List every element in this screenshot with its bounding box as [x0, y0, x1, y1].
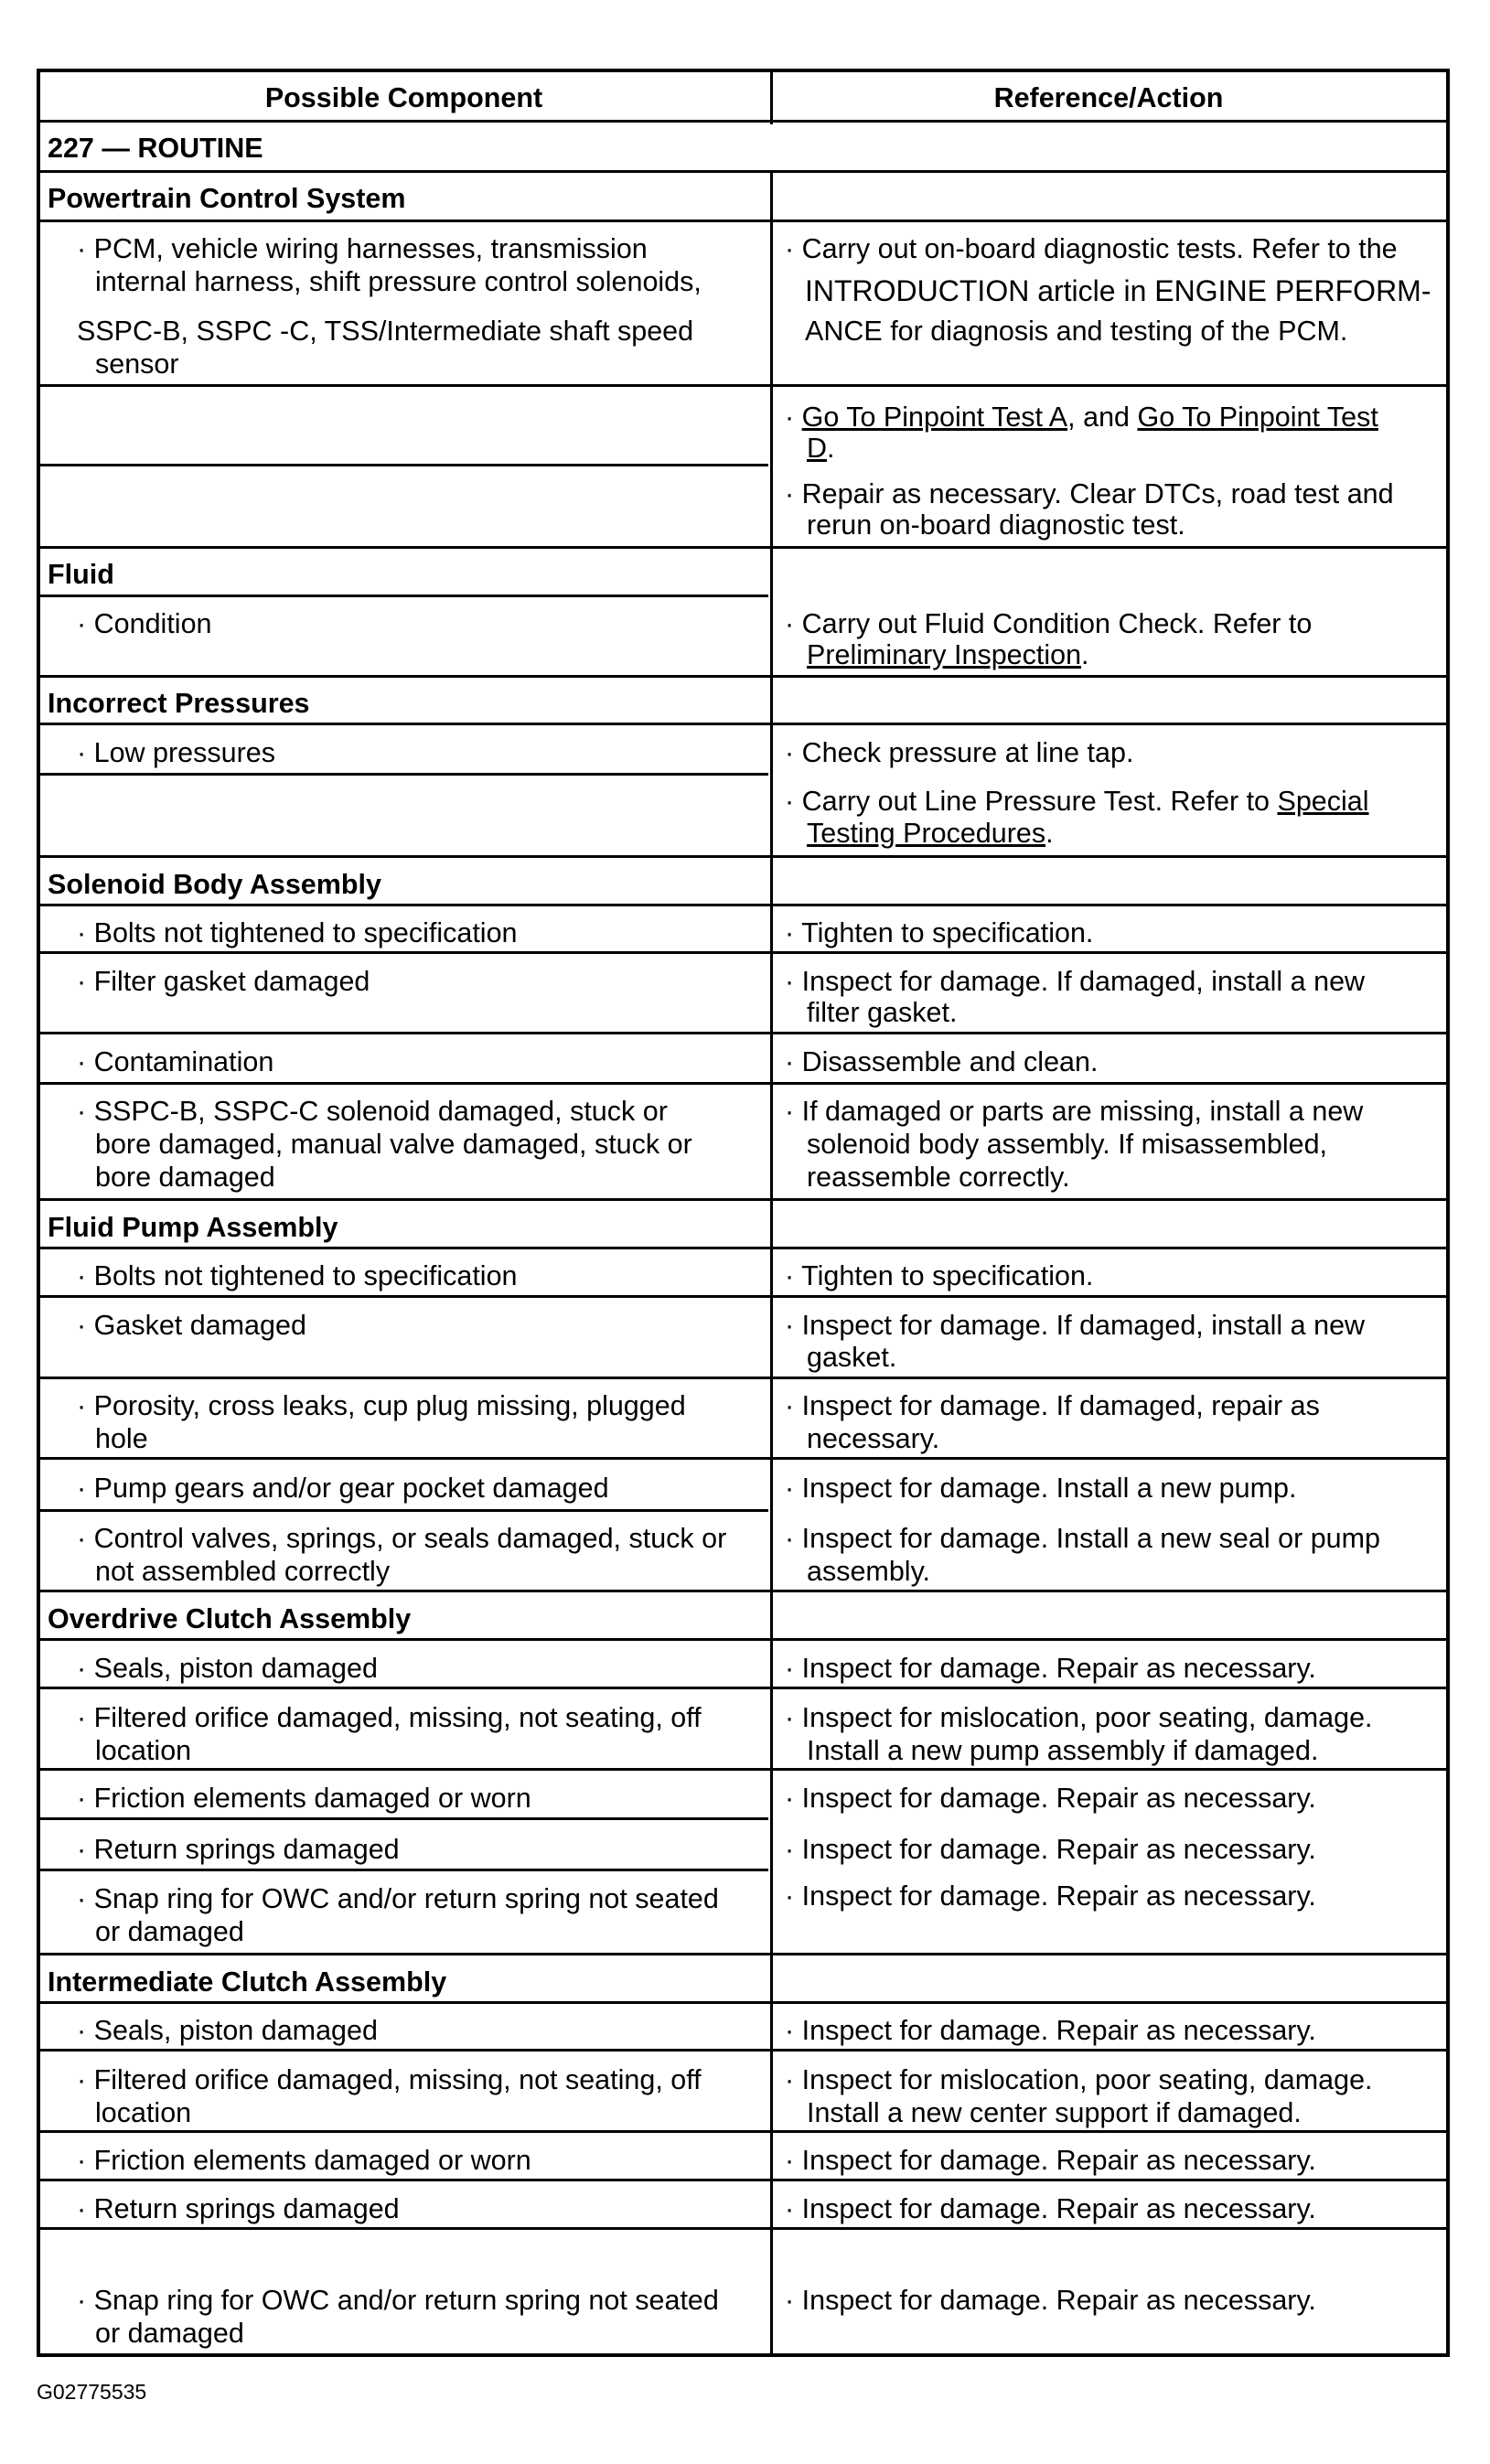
solenoid-r1-action: · Tighten to specification. — [785, 917, 1094, 948]
pump-r5-component-line2: not assembled correctly — [95, 1556, 391, 1587]
intermediate-r3-component: · Friction elements damaged or worn — [77, 2145, 531, 2176]
rule-intermediate-title — [37, 2001, 1450, 2004]
header-reference-action: Reference/Action — [993, 82, 1224, 113]
powertrain-action3-line2: rerun on-board diagnostic test. — [807, 509, 1185, 541]
powertrain-component-line2: internal harness, shift pressure control solenoids, — [95, 266, 702, 297]
rule-overdrive-1 — [37, 1687, 1450, 1689]
powertrain-action-line3: ANCE for diagnosis and testing of the PCM. — [805, 316, 1348, 347]
pump-r3-action-line1: · Inspect for damage. If damaged, repair as — [785, 1390, 1320, 1421]
powertrain-action-line2: INTRODUCTION article in ENGINE PERFORM- — [805, 274, 1431, 307]
rule-pump-3 — [37, 1457, 1450, 1460]
section-title-solenoid: Solenoid Body Assembly — [48, 869, 381, 900]
overdrive-r5-component-line2: or damaged — [95, 1916, 244, 1947]
rule-solenoid-left — [37, 1082, 768, 1085]
rule-pressures-title — [37, 723, 1450, 725]
powertrain-component-line3: SSPC-B, SSPC -C, TSS/Intermediate shaft speed — [77, 316, 694, 347]
intermediate-r1-component: · Seals, piston damaged — [77, 2015, 378, 2046]
intermediate-r2-component-line1: · Filtered orifice damaged, missing, not seating, off — [77, 2064, 702, 2095]
pump-r2-action-line2: gasket. — [807, 1342, 897, 1373]
fluid-action-line1: · Carry out Fluid Condition Check. Refer to — [785, 608, 1313, 639]
rule-pressures-end — [37, 855, 1450, 858]
rule-overdrive-left-1 — [37, 1817, 768, 1820]
overdrive-r2-action-line1: · Inspect for mislocation, poor seating, damage. — [785, 1702, 1373, 1733]
rule-intermediate-4 — [37, 2227, 1450, 2230]
pressures-action-line1: · Check pressure at line tap. — [785, 737, 1134, 768]
link-pinpoint-test-d[interactable]: Go To Pinpoint Test — [1137, 402, 1378, 433]
period: . — [827, 433, 835, 464]
line-pressure-text: · Carry out Line Pressure Test. Refer to — [785, 786, 1278, 817]
rule-powertrain-title — [37, 220, 1450, 222]
intermediate-r2-action-line1: · Inspect for mislocation, poor seating, damage. — [785, 2064, 1373, 2095]
solenoid-r3-action: · Disassemble and clean. — [785, 1046, 1099, 1077]
rule-powertrain-left — [37, 464, 768, 466]
solenoid-r4-component-line3: bore damaged — [95, 1162, 275, 1193]
overdrive-r1-action: · Inspect for damage. Repair as necessary. — [785, 1653, 1316, 1684]
rule-pump-2 — [37, 1377, 1450, 1379]
section-title-pump: Fluid Pump Assembly — [48, 1212, 338, 1243]
rule-overdrive-title — [37, 1638, 1450, 1641]
link-preliminary-inspection[interactable]: Preliminary Inspection — [807, 639, 1082, 670]
pump-r5-component-line1: · Control valves, springs, or seals damaged, stuck or — [77, 1523, 727, 1554]
period: . — [1045, 818, 1054, 849]
intermediate-r1-action: · Inspect for damage. Repair as necessary. — [785, 2015, 1316, 2046]
section-title-intermediate: Intermediate Clutch Assembly — [48, 1966, 447, 1998]
pressures-component: · Low pressures — [77, 737, 275, 768]
intermediate-r2-action-line2: Install a new center support if damaged. — [807, 2097, 1302, 2128]
rule-overdrive-2 — [37, 1768, 1450, 1771]
powertrain-component-line4: sensor — [95, 348, 179, 380]
rule-intermediate-2 — [37, 2130, 1450, 2133]
intermediate-r5-component-line1: · Snap ring for OWC and/or return spring not seated — [77, 2285, 719, 2316]
bullet: · — [785, 402, 802, 433]
intermediate-r4-component: · Return springs damaged — [77, 2193, 400, 2224]
rule-pump-left — [37, 1509, 768, 1512]
pump-r1-component: · Bolts not tightened to specification — [77, 1260, 518, 1291]
link-pinpoint-test-d-suffix[interactable]: D — [807, 433, 828, 464]
link-pinpoint-test-a[interactable]: Go To Pinpoint Test A — [801, 402, 1068, 433]
intermediate-r4-action: · Inspect for damage. Repair as necessary. — [785, 2193, 1316, 2224]
rule-routine — [37, 170, 1450, 173]
overdrive-r2-action-line2: Install a new pump assembly if damaged. — [807, 1735, 1319, 1766]
powertrain-action3-line1: · Repair as necessary. Clear DTCs, road test and — [785, 478, 1394, 509]
overdrive-r4-action: · Inspect for damage. Repair as necessary. — [785, 1834, 1316, 1865]
pump-r3-component-line1: · Porosity, cross leaks, cup plug missing, plugged — [77, 1390, 686, 1421]
solenoid-r4-action-line1: · If damaged or parts are missing, install a new — [785, 1096, 1364, 1127]
rule-overdrive-left-2 — [37, 1869, 768, 1871]
link-special-testing-procedures-cont[interactable]: Testing Procedures — [807, 818, 1046, 849]
column-divider-main — [770, 173, 773, 2353]
section-title-overdrive: Overdrive Clutch Assembly — [48, 1603, 412, 1634]
connector-text: , and — [1067, 402, 1138, 433]
powertrain-action-line1: · Carry out on-board diagnostic tests. Refer to the — [785, 233, 1398, 264]
rule-powertrain-end — [37, 546, 1450, 549]
rule-fluid-end — [37, 675, 1450, 678]
solenoid-r4-component-line2: bore damaged, manual valve damaged, stuck or — [95, 1129, 692, 1160]
pump-r3-component-line2: hole — [95, 1423, 148, 1454]
solenoid-r2-component: · Filter gasket damaged — [77, 966, 370, 997]
section-title-powertrain: Powertrain Control System — [48, 183, 406, 214]
rule-pump-1 — [37, 1295, 1450, 1298]
rule-intermediate-3 — [37, 2179, 1450, 2181]
solenoid-r4-action-line3: reassemble correctly. — [807, 1162, 1070, 1193]
rule-solenoid-title — [37, 904, 1450, 906]
solenoid-r2-action-line1: · Inspect for damage. If damaged, install a new — [785, 966, 1366, 997]
figure-id: G02775535 — [37, 2380, 147, 2404]
header-possible-component: Possible Component — [264, 82, 543, 113]
overdrive-r4-component: · Return springs damaged — [77, 1834, 400, 1865]
pump-r5-action-line2: assembly. — [807, 1556, 931, 1587]
rule-pump-end — [37, 1590, 1450, 1592]
fluid-component: · Condition — [77, 608, 212, 639]
solenoid-r4-action-line2: solenoid body assembly. If misassembled, — [807, 1129, 1328, 1160]
pump-r4-component: · Pump gears and/or gear pocket damaged — [77, 1473, 609, 1504]
intermediate-r2-component-line2: location — [95, 2097, 192, 2128]
rule-solenoid-2 — [37, 1032, 1450, 1034]
section-title-pressures: Incorrect Pressures — [48, 688, 310, 719]
rule-solenoid-right — [768, 1082, 1450, 1085]
rule-solenoid-end — [37, 1198, 1450, 1201]
overdrive-r2-component-line2: location — [95, 1735, 192, 1766]
powertrain-action2-line2 — [807, 432, 835, 465]
rule-fluid-left — [37, 595, 768, 597]
overdrive-r3-action: · Inspect for damage. Repair as necessary. — [785, 1783, 1316, 1814]
pump-r5-action-line1: · Inspect for damage. Install a new seal or pump — [785, 1523, 1380, 1554]
pressures-action-line3 — [807, 817, 1054, 850]
rule-pump-title — [37, 1247, 1450, 1249]
link-special-testing-procedures[interactable]: Special — [1277, 786, 1369, 817]
section-title-fluid: Fluid — [48, 559, 114, 590]
rule-intermediate-1 — [37, 2049, 1450, 2052]
solenoid-r3-component: · Contamination — [77, 1046, 274, 1077]
routine-title: 227 — ROUTINE — [48, 133, 263, 164]
pump-r3-action-line2: necessary. — [807, 1423, 940, 1454]
overdrive-r5-component-line1: · Snap ring for OWC and/or return spring not seated — [77, 1883, 719, 1914]
overdrive-r5-action: · Inspect for damage. Repair as necessary. — [785, 1880, 1316, 1912]
pump-r2-component: · Gasket damaged — [77, 1310, 306, 1341]
fluid-action-line2 — [807, 638, 1089, 671]
powertrain-component-line1: · PCM, vehicle wiring harnesses, transmission — [77, 233, 648, 264]
solenoid-r2-action-line2: filter gasket. — [807, 997, 958, 1028]
solenoid-r1-component: · Bolts not tightened to specification — [77, 917, 518, 948]
period: . — [1081, 639, 1089, 670]
pump-r1-action: · Tighten to specification. — [785, 1260, 1094, 1291]
overdrive-r2-component-line1: · Filtered orifice damaged, missing, not seating, off — [77, 1702, 702, 1733]
intermediate-r5-action: · Inspect for damage. Repair as necessary. — [785, 2285, 1316, 2316]
pump-r2-action-line1: · Inspect for damage. If damaged, install a new — [785, 1310, 1366, 1341]
rule-pressures-left — [37, 773, 768, 776]
solenoid-r4-component-line1: · SSPC-B, SSPC-C solenoid damaged, stuck or — [77, 1096, 668, 1127]
pump-r4-action: · Inspect for damage. Install a new pump. — [785, 1473, 1297, 1504]
powertrain-action2-line1 — [785, 401, 1378, 434]
overdrive-r3-component: · Friction elements damaged or worn — [77, 1783, 531, 1814]
rule-powertrain-1 — [37, 384, 1450, 387]
rule-header — [37, 120, 1450, 123]
rule-solenoid-1 — [37, 951, 1450, 954]
pressures-action-line2 — [785, 785, 1369, 818]
overdrive-r1-component: · Seals, piston damaged — [77, 1653, 378, 1684]
intermediate-r5-component-line2: or damaged — [95, 2318, 244, 2349]
intermediate-r3-action: · Inspect for damage. Repair as necessary. — [785, 2145, 1316, 2176]
rule-overdrive-end — [37, 1953, 1450, 1955]
